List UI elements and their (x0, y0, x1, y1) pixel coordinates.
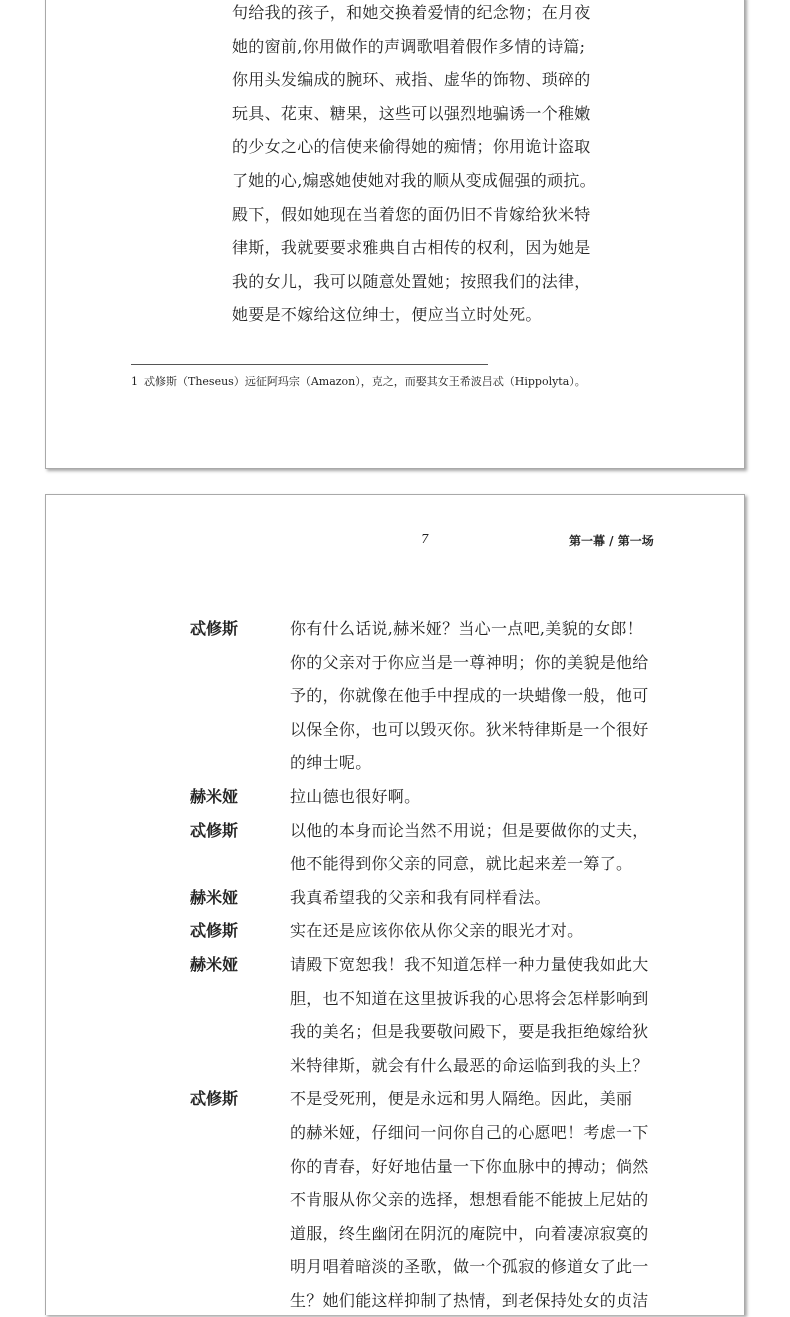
verse-line: 句给我的孩子，和她交换着爱情的纪念物；在月夜 (232, 3, 591, 22)
speech-lines (290, 814, 744, 881)
speech-line: 明月唱着暗淡的圣歌，做一个孤寂的修道女了此一 (290, 1257, 649, 1277)
dialogue-entry (46, 881, 744, 915)
page-bottom (45, 494, 745, 1315)
speech-line: 胆，也不知道在这里披诉我的心思将会怎样影响到 (290, 988, 649, 1008)
speech-lines (290, 948, 744, 1082)
verse-block (232, 0, 596, 332)
speech-line: 以保全你，也可以毁灭你。狄米特律斯是一个很好 (290, 719, 649, 739)
speech-line: 生？她们能这样抑制了热情，到老保持处女的贞洁 (290, 1290, 649, 1310)
speech-line: 我真希望我的父亲和我有同样看法。 (290, 887, 551, 907)
speech-line: 他不能得到你父亲的同意，就比起来差一筹了。 (290, 854, 633, 874)
speech-line: 请殿下宽恕我！我不知道怎样一种力量使我如此大 (290, 954, 649, 974)
dialogue-entry (46, 914, 744, 948)
page-number: 7 (421, 532, 429, 546)
speaker-name: 赫米娅 (190, 954, 239, 974)
speech-line: 予的，你就像在他手中捏成的一块蜡像一般，他可 (290, 686, 649, 706)
verse-line: 我的女儿，我可以随意处置她；按照我们的法律， (232, 271, 591, 291)
dialogue-entry (46, 1082, 744, 1317)
verse-line: 她要是不嫁给这位绅士，便应当立时处死。 (232, 305, 542, 325)
speech-line: 你的青春，好好地估量一下你血脉中的搏动；倘然 (290, 1156, 649, 1176)
speech-lines (290, 881, 744, 915)
verse-line: 的少女之心的信使来偷得她的痴情；你用诡计盗取 (232, 137, 591, 157)
footnote-text: 忒修斯（Theseus）远征阿玛宗（Amazon），克之，而娶其女王希波吕忒（Hippolyta）。 (144, 375, 586, 388)
speech-line: 米特律斯，就会有什么最恶的命运临到我的头上？ (290, 1055, 649, 1075)
speaker-name: 赫米娅 (190, 786, 239, 806)
speech-line: 的绅士呢。 (290, 753, 372, 773)
dialogue-entry (46, 948, 744, 1082)
speech-line: 实在还是应该你依从你父亲的眼光才对。 (290, 921, 584, 941)
speech-lines (290, 612, 744, 780)
speaker-name: 忒修斯 (190, 619, 239, 638)
verse-line: 律斯，我就要要求雅典自古相传的权利，因为她是 (232, 238, 591, 258)
dialogue (46, 612, 744, 1317)
speech-line: 道服，终生幽闭在阴沉的庵院中，向着凄凉寂寞的 (290, 1223, 649, 1243)
speech-line: 拉山德也很好啊。 (290, 786, 421, 806)
section-header: 第一幕 / 第一场 (569, 534, 654, 548)
footnote-number: 1 (131, 375, 138, 388)
speech-line: 你的父亲对于你应当是一尊神明；你的美貌是他给 (290, 652, 649, 672)
speaker-name: 忒修斯 (190, 921, 239, 941)
page-top (45, 0, 745, 469)
footnote (131, 373, 586, 389)
speech-lines (290, 914, 744, 948)
speech-line: 的赫米娅，仔细问一问你自己的心愿吧！考虑一下 (290, 1122, 649, 1142)
speech-lines (290, 780, 744, 814)
speech-line: 不肯服从你父亲的选择，想想看能不能披上尼姑的 (290, 1190, 649, 1210)
speech-line: 我的美名；但是我要敬问殿下，要是我拒绝嫁给狄 (290, 1022, 649, 1042)
speech-line: 以他的本身而论当然不用说；但是要做你的丈夫， (290, 820, 649, 840)
speech-line: 不是受死刑，便是永远和男人隔绝。因此，美丽 (290, 1089, 633, 1109)
verse-line: 了她的心,煽惑她使她对我的顺从变成倔强的顽抗。 (232, 170, 596, 190)
speaker-name: 忒修斯 (190, 820, 239, 840)
verse-line: 殿下，假如她现在当着您的面仍旧不肯嫁给狄米特 (232, 204, 591, 224)
verse-line: 她的窗前,你用做作的声调歌唱着假作多情的诗篇; (232, 36, 586, 56)
dialogue-entry (46, 814, 744, 881)
dialogue-entry (46, 612, 744, 780)
speech-lines (290, 1082, 744, 1317)
verse-line: 玩具、花束、糖果，这些可以强烈地骗诱一个稚嫩 (232, 103, 591, 123)
speech-line: 你有什么话说,赫米娅？当心一点吧,美貌的女郎！ (290, 619, 644, 638)
footnote-rule (131, 364, 488, 365)
dialogue-entry (46, 780, 744, 814)
verse-line: 你用头发编成的腕环、戒指、虚华的饰物、琐碎的 (232, 70, 591, 90)
speaker-name: 赫米娅 (190, 887, 239, 907)
speaker-name: 忒修斯 (190, 1089, 239, 1109)
